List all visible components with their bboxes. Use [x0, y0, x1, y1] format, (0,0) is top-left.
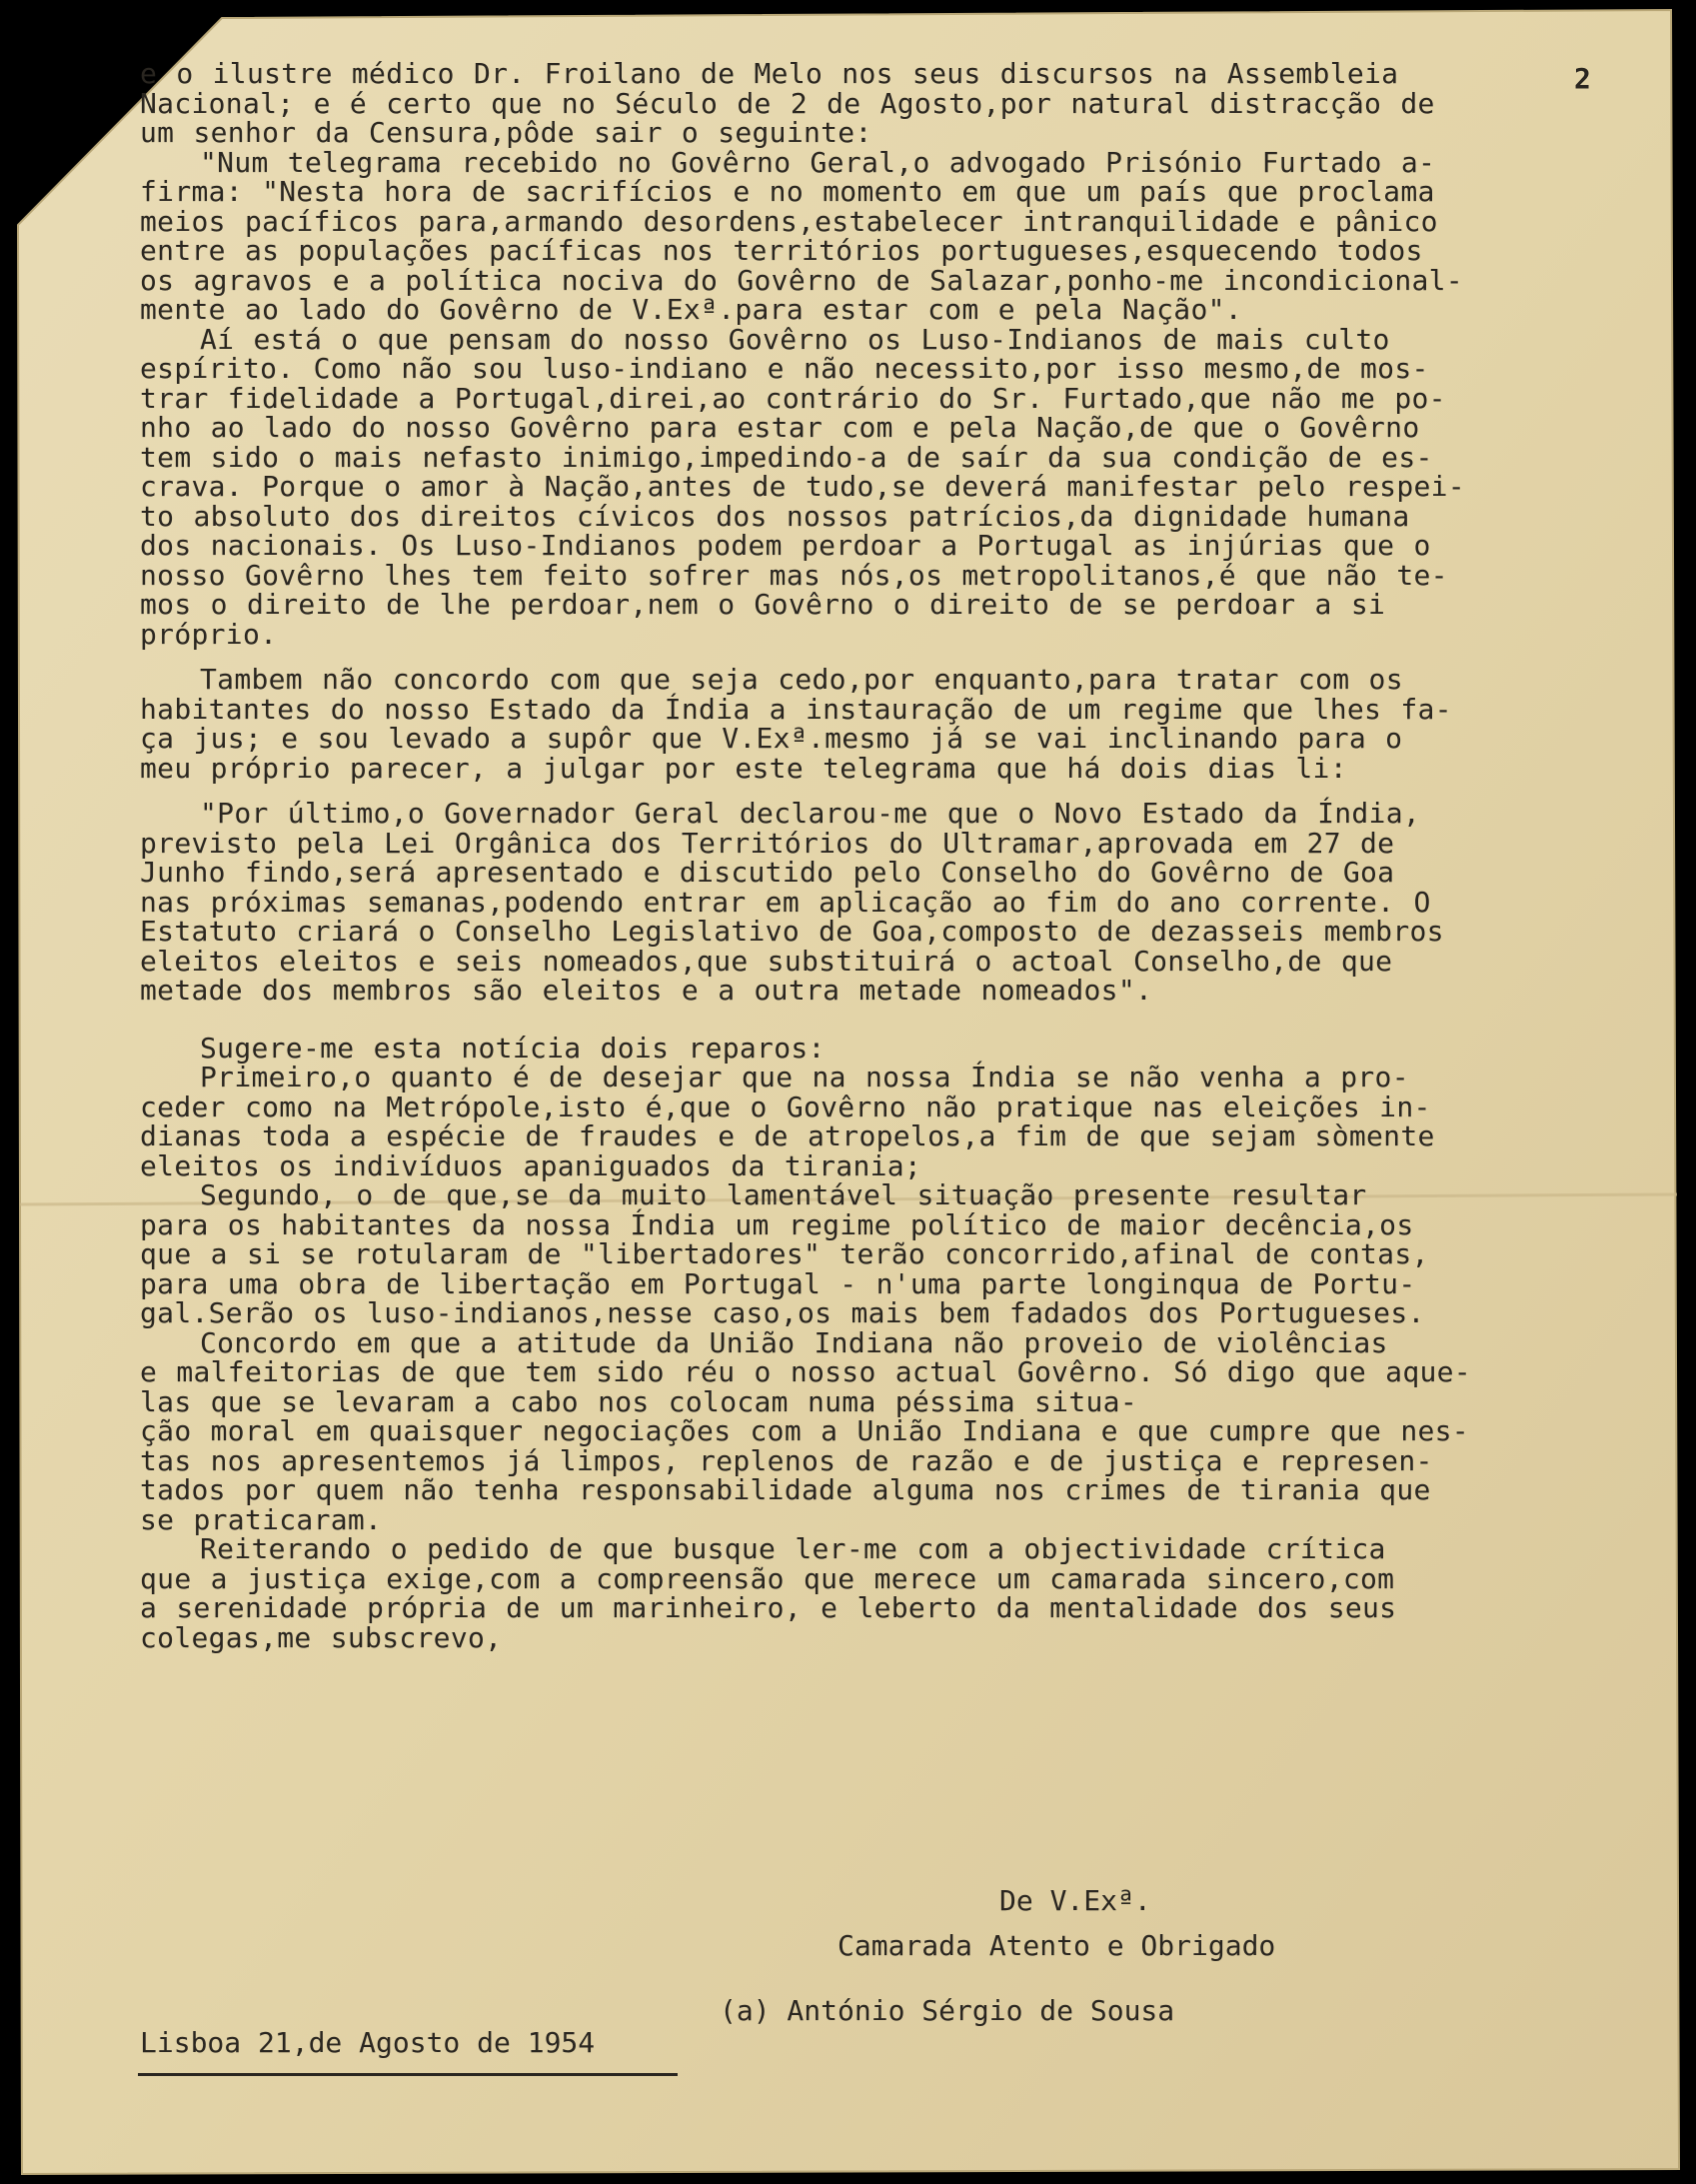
text-line: "Por último,o Governador Geral declarou-me que o Novo Estado da Índia,	[200, 797, 1421, 830]
text-line: e malfeitorias de que tem sido réu o nosso actual Govêrno. Só digo que aque-	[140, 1355, 1471, 1388]
paragraph	[140, 1532, 1659, 1654]
text-line: Reiterando o pedido de que busque ler-me com a objectividade crítica	[200, 1532, 1386, 1565]
text-line: nho ao lado do nosso Govêrno para estar com e pela Nação,de que o Govêrno	[140, 411, 1420, 444]
text-line: mos o direito de lhe perdoar,nem o Govêrno o direito de se perdoar a si	[140, 588, 1386, 621]
letter-body	[140, 57, 1659, 1654]
text-line: a serenidade própria de um marinheiro, e leberto da mentalidade dos seus	[140, 1591, 1397, 1624]
text-line: tados por quem não tenha responsabilidade alguma nos crimes de tirania que	[140, 1473, 1431, 1506]
text-line: Estatuto criará o Conselho Legislativo de Goa,composto de dezasseis membros	[140, 915, 1444, 948]
text-line: nas próximas semanas,podendo entrar em aplicação ao fim do ano corrente. O	[140, 885, 1431, 919]
text-line: ção moral em quaisquer negociações com a União Indiana e que cumpre que nes-	[140, 1414, 1469, 1447]
text-line: crava. Porque o amor à Nação,antes de tudo,se deverá manifestar pelo respei-	[140, 470, 1465, 503]
text-line: gal.Serão os luso-indianos,nesse caso,os mais bem fadados dos Portugueses.	[140, 1296, 1425, 1329]
text-line: ça jus; e sou levado a supôr que V.Exª.mesmo já se vai inclinando para o	[140, 722, 1403, 755]
paragraph	[140, 663, 1659, 785]
text-line: espírito. Como não sou luso-indiano e não necessito,por isso mesmo,de mos-	[140, 352, 1429, 385]
text-line: entre as populações pacíficas nos territórios portugueses,esquecendo todos	[140, 234, 1423, 267]
text-line: se praticaram.	[140, 1502, 383, 1536]
text-line: próprio.	[140, 617, 278, 651]
paragraph-container	[140, 57, 1659, 1654]
text-line: eleitos eleitos e seis nomeados,que substituirá o actoal Conselho,de que	[140, 944, 1393, 978]
text-line: Aí está o que pensam do nosso Govêrno os Luso-Indianos de mais culto	[200, 322, 1390, 356]
text-line: que a si se rotularam de "libertadores" terão concorrido,afinal de contas,	[140, 1237, 1429, 1270]
text-line: para os habitantes da nossa Índia um regime político de maior decência,os	[140, 1207, 1414, 1241]
text-line: Nacional; e é certo que no Século de 2 de Agosto,por natural distracção de	[140, 86, 1435, 120]
text-line: dos nacionais. Os Luso-Indianos podem perdoar a Portugal as injúrias que o	[140, 529, 1431, 562]
text-line: habitantes do nosso Estado da Índia a instauração de um regime que lhes fa-	[140, 692, 1452, 726]
paragraph	[140, 1325, 1659, 1536]
paragraph	[140, 1178, 1659, 1329]
place-date: Lisboa 21,de Agosto de 1954	[140, 2026, 596, 2059]
text-line: que a justiça exige,com a compreensão que merece um camarada sincero,com	[140, 1561, 1395, 1595]
text-line: to absoluto dos direitos cívicos dos nossos patrícios,da dignidade humana	[140, 499, 1410, 533]
text-line: para uma obra de libertação em Portugal - n'uma parte longinqua de Portu-	[140, 1266, 1416, 1300]
text-line: meu próprio parecer, a julgar por este telegrama que há dois dias li:	[140, 751, 1347, 785]
text-line: Sugere-me esta notícia dois reparos:	[200, 1031, 826, 1065]
text-line: ceder como na Metrópole,isto é,que o Govêrno não pratique nas eleições in-	[140, 1090, 1431, 1123]
text-line: e o ilustre médico Dr. Froilano de Melo nos seus discursos na Assembleia	[140, 57, 1399, 90]
text-line: mente ao lado do Govêrno de V.Exª.para estar com e pela Nação".	[140, 293, 1242, 326]
text-line: tas nos apresentemos já limpos, replenos de razão e de justiça e represen-	[140, 1443, 1433, 1477]
date-underline	[138, 2073, 678, 2076]
text-line: Tambem não concordo com que seja cedo,por enquanto,para tratar com os	[200, 663, 1403, 696]
signature-line: (a) António Sérgio de Sousa	[720, 1994, 1175, 2027]
text-line: eleitos os indivíduos apaniguados da tirania;	[140, 1148, 922, 1182]
paragraph	[140, 1031, 1659, 1182]
text-line: tem sido o mais nefasto inimigo,impedindo-a de saír da sua condição de es-	[140, 440, 1433, 474]
text-line: "Num telegrama recebido no Govêrno Geral,o advogado Prisónio Furtado a-	[200, 145, 1436, 179]
text-line: nosso Govêrno lhes tem feito sofrer mas nós,os metropolitanos,é que não te-	[140, 558, 1448, 592]
text-line: Primeiro,o quanto é de desejar que na nossa Índia se não venha a pro-	[200, 1061, 1409, 1093]
salutation: De V.Exª.	[999, 1884, 1151, 1917]
page-number: 2	[1574, 62, 1591, 95]
text-line: metade dos membros são eleitos e a outra metade nomeados".	[140, 974, 1153, 1007]
text-line: Junho findo,será apresentado e discutido pelo Conselho do Govêrno de Goa	[140, 856, 1395, 889]
text-line: las que se levaram a cabo nos colocam numa péssima situa-	[140, 1384, 1137, 1418]
text-line: um senhor da Censura,pôde sair o seguinte:	[140, 116, 872, 149]
paragraph	[140, 145, 1659, 326]
text-line: dianas toda a espécie de fraudes e de atropelos,a fim de que sejam sòmente	[140, 1119, 1435, 1152]
text-line: os agravos e a política nociva do Govêrno de Salazar,ponho-me incondicional-	[140, 263, 1463, 297]
text-line: trar fidelidade a Portugal,direi,ao contrário do Sr. Furtado,que não me po-	[140, 381, 1446, 415]
paragraph	[140, 57, 1659, 149]
paragraph	[140, 322, 1659, 651]
text-line: Segundo, o de que,se da muito lamentável situação presente resultar	[200, 1178, 1367, 1211]
text-line: colegas,me subscrevo,	[140, 1620, 503, 1654]
text-line: Concordo em que a atitude da União Indiana não proveio de violências	[200, 1325, 1388, 1359]
complimentary-close: Camarada Atento e Obrigado	[838, 1929, 1276, 1962]
paragraph	[140, 797, 1659, 1007]
text-line: previsto pela Lei Orgânica dos Territórios do Ultramar,aprovada em 27 de	[140, 826, 1395, 860]
text-line: meios pacíficos para,armando desordens,estabelecer intranquilidade e pânico	[140, 204, 1438, 238]
text-line: firma: "Nesta hora de sacrifícios e no momento em que um país que proclama	[140, 175, 1435, 208]
